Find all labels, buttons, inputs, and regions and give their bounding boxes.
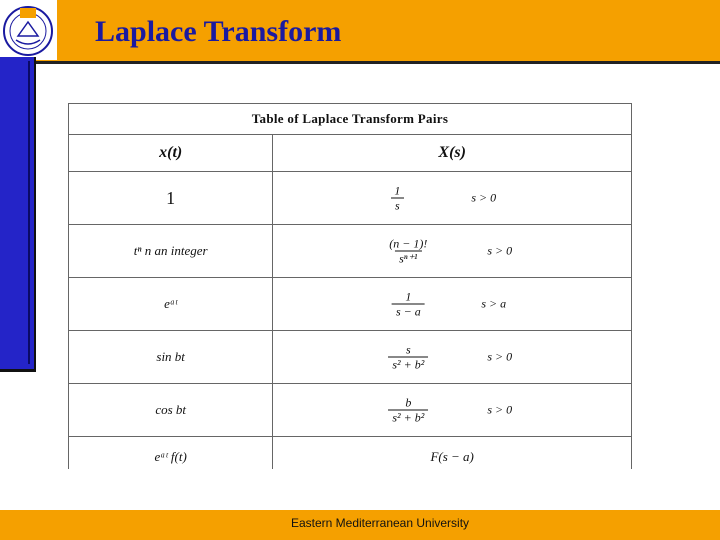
fraction [388, 396, 428, 425]
xs-cell [273, 384, 632, 437]
table-row [69, 172, 632, 225]
table-caption: Table of Laplace Transform Pairs [69, 104, 632, 135]
fraction-denominator: s − a [392, 304, 425, 319]
xs-cell [273, 172, 632, 225]
fraction-denominator: s [391, 198, 404, 213]
fraction-numerator: s [406, 342, 411, 357]
xt-cell: eᵃᵗ [69, 278, 273, 331]
left-accent-bar-inner [4, 61, 30, 364]
table-row [69, 225, 632, 278]
xt-cell: eᵃᵗ f(t) [69, 437, 273, 470]
fraction-denominator: s² + b² [388, 410, 428, 425]
region-condition: s > 0 [487, 243, 513, 258]
xt-cell: cos bt [69, 384, 273, 437]
fraction [392, 290, 425, 319]
footer-university-name: Eastern Mediterranean University [290, 516, 470, 530]
fraction-numerator: (n − 1)! [389, 236, 428, 251]
left-accent-bar [0, 57, 36, 372]
region-condition: s > a [481, 296, 507, 311]
xs-cell: F(s − a) [273, 437, 632, 470]
xs-cell [273, 225, 632, 278]
fraction-numerator: b [405, 395, 412, 410]
column-header-xt: x(t) [69, 135, 273, 172]
fraction [388, 343, 428, 372]
region-condition: s > 0 [471, 190, 497, 205]
table-row [69, 278, 632, 331]
xt-cell: tⁿ n an integer [69, 225, 273, 278]
fraction-denominator: sⁿ⁺¹ [395, 251, 421, 266]
table-row [69, 331, 632, 384]
page-title: Laplace Transform [95, 15, 342, 48]
header-divider [0, 61, 720, 64]
fraction [390, 184, 404, 213]
column-header-xs: X(s) [273, 135, 632, 172]
region-condition: s > 0 [487, 402, 513, 417]
laplace-table [68, 103, 632, 469]
university-logo [0, 0, 57, 60]
fraction [385, 237, 431, 266]
fraction-denominator: s² + b² [388, 357, 428, 372]
xt-cell: sin bt [69, 331, 273, 384]
fraction-numerator: 1 [394, 183, 401, 198]
fraction-numerator: 1 [405, 289, 412, 304]
xs-cell [273, 331, 632, 384]
table-row [69, 437, 632, 470]
region-condition: s > 0 [487, 349, 513, 364]
table-row [69, 384, 632, 437]
xt-cell: 1 [69, 172, 273, 225]
xs-cell [273, 278, 632, 331]
